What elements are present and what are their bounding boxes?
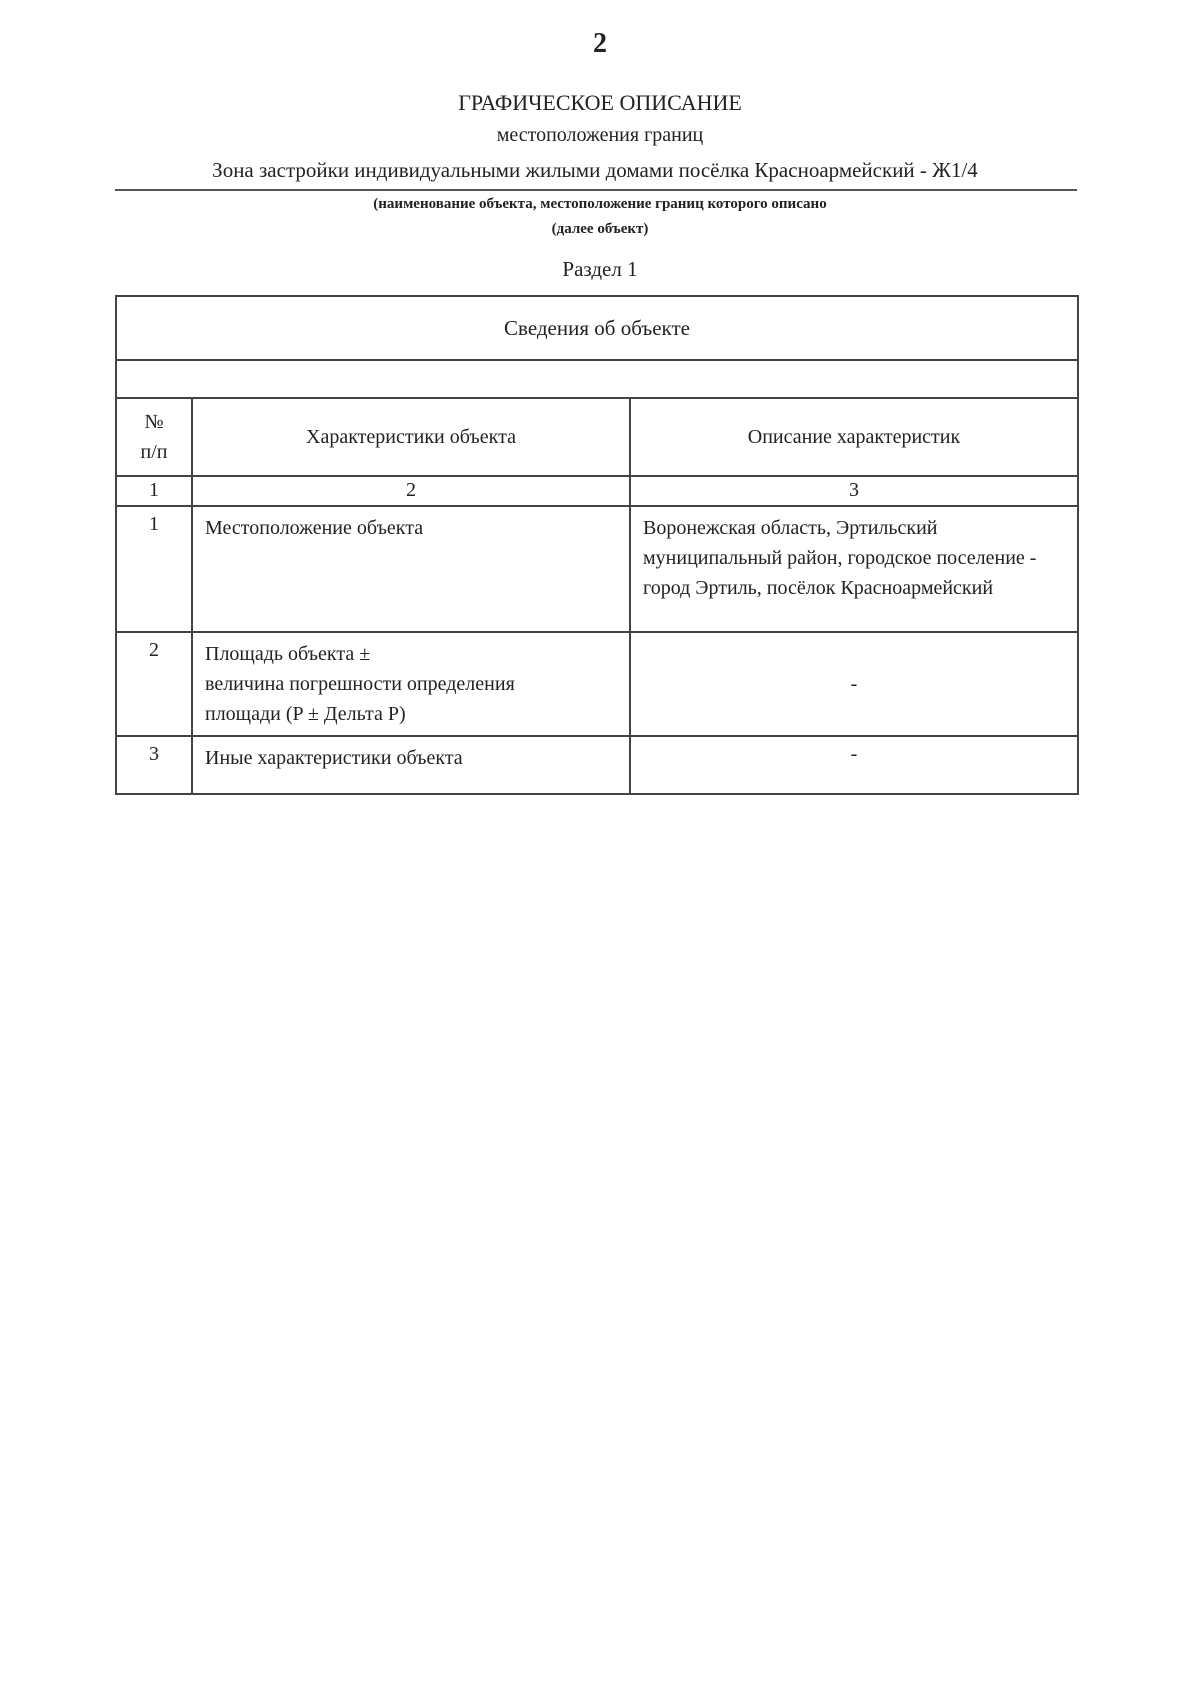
object-info-table [115,295,1079,795]
row-description: - [630,736,1078,794]
row-number: 3 [116,736,192,794]
column-header-number-line1: № [144,411,164,433]
row-description: - [630,632,1078,736]
document-title: ГРАФИЧЕСКОЕ ОПИСАНИЕ [458,90,742,115]
object-name-underline [115,189,1077,191]
table-title-row [116,296,1078,360]
table-row [116,506,1078,632]
section-heading: Раздел 1 [562,257,638,281]
column-index-3: 3 [630,476,1078,506]
row-characteristic-line2: величина погрешности определения [205,673,515,695]
column-index-row [116,476,1078,506]
page-number: 2 [593,28,607,59]
row-description: Воронежская область, Эртильский муниципальный район, городское поселение - город Эртиль, посёлок Красноармейский [630,506,1078,632]
table-blank-cell [116,360,1078,398]
object-name: Зона застройки индивидуальными жилыми домами посёлка Красноармейский - Ж1/4 [212,158,978,182]
object-caption-line2: (далее объект) [551,221,649,237]
table-title: Сведения об объекте [116,296,1078,360]
column-header-number-line2: п/п [140,441,168,463]
row-number: 2 [116,632,192,736]
document-subtitle: местоположения границ [496,124,704,146]
column-index-1: 1 [116,476,192,506]
row-number: 1 [116,506,192,632]
table-row [116,632,1078,736]
row-characteristic-line3: площади (P ± Дельта P) [205,703,406,725]
row-characteristic: Местоположение объекта [192,506,630,632]
column-header-number [116,398,192,476]
object-caption-line1: (наименование объекта, местоположение границ которого описано [373,196,827,212]
table-blank-row [116,360,1078,398]
table-row [116,736,1078,794]
column-header-characteristic: Характеристики объекта [192,398,630,476]
row-characteristic: Иные характеристики объекта [192,736,630,794]
row-characteristic [192,632,630,736]
column-header-row [116,398,1078,476]
column-index-2: 2 [192,476,630,506]
row-characteristic-line1: Площадь объекта ± [205,643,371,665]
column-header-description: Описание характеристик [630,398,1078,476]
